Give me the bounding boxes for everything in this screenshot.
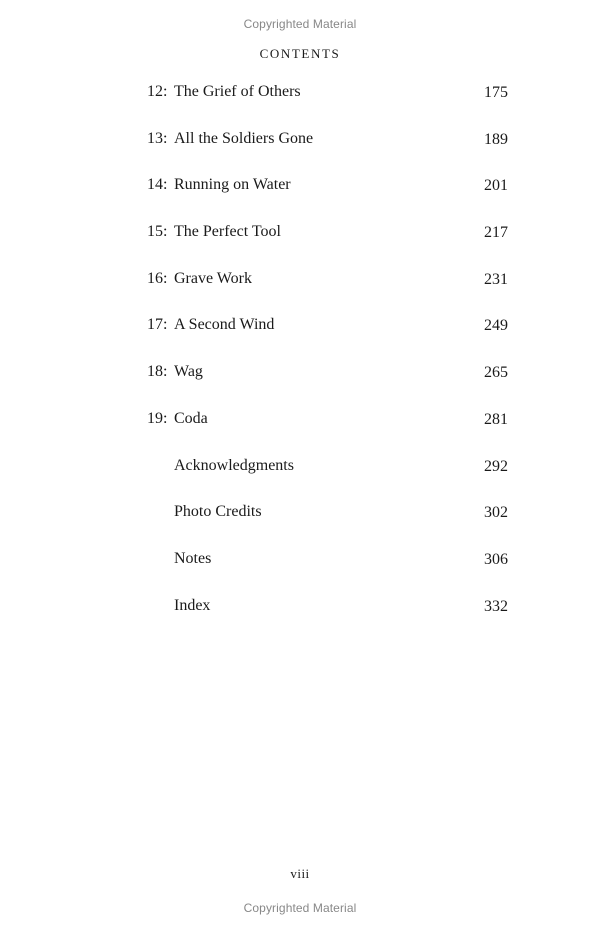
chapter-number: 15: [147, 223, 168, 241]
table-of-contents [147, 80, 508, 640]
chapter-number: 16: [147, 269, 168, 287]
chapter-number: 13: [147, 129, 168, 147]
toc-entry [147, 127, 508, 174]
chapter-title: Running on Water [174, 176, 291, 194]
chapter-number: 18: [147, 363, 168, 381]
page-number: 217 [484, 224, 508, 242]
copyright-watermark-bottom: Copyrighted Material [243, 901, 357, 915]
toc-entry [147, 360, 508, 407]
page-number: 281 [484, 410, 508, 428]
chapter-title: A Second Wind [174, 316, 275, 334]
toc-entry [147, 220, 508, 267]
chapter-title: Grave Work [174, 269, 252, 287]
copyright-watermark-top: Copyrighted Material [243, 17, 357, 31]
toc-entry [147, 407, 508, 454]
back-matter-title: Notes [174, 549, 212, 567]
chapter-title: Coda [174, 409, 208, 427]
page-number: 249 [484, 317, 508, 335]
toc-entry [147, 173, 508, 220]
page-number: 306 [484, 550, 508, 568]
back-matter-title: Index [174, 596, 211, 614]
page-number: 292 [484, 457, 508, 475]
toc-entry [147, 267, 508, 314]
toc-entry [147, 594, 508, 641]
chapter-number: 19: [147, 409, 168, 427]
back-matter-title: Acknowledgments [174, 456, 294, 474]
page-number: 175 [484, 84, 508, 101]
page-number: 201 [484, 177, 508, 195]
contents-heading: CONTENTS [259, 46, 341, 61]
toc-entry [147, 313, 508, 360]
chapter-title: The Perfect Tool [174, 223, 281, 241]
toc-entry [147, 500, 508, 547]
toc-entry [147, 80, 508, 127]
chapter-title: The Grief of Others [174, 83, 301, 100]
chapter-title: All the Soldiers Gone [174, 129, 314, 147]
chapter-number: 12: [147, 83, 168, 100]
chapter-number: 14: [147, 176, 168, 194]
page-number: 265 [484, 364, 508, 382]
page-number: 332 [484, 597, 508, 615]
back-matter-title: Photo Credits [174, 503, 262, 521]
toc-entry [147, 547, 508, 594]
toc-entry [147, 454, 508, 501]
page-number: 231 [484, 270, 508, 288]
page-number: 189 [484, 130, 508, 148]
page-number: 302 [484, 504, 508, 522]
page-folio: viii [290, 866, 310, 881]
chapter-title: Wag [174, 363, 203, 381]
chapter-number: 17: [147, 316, 168, 334]
